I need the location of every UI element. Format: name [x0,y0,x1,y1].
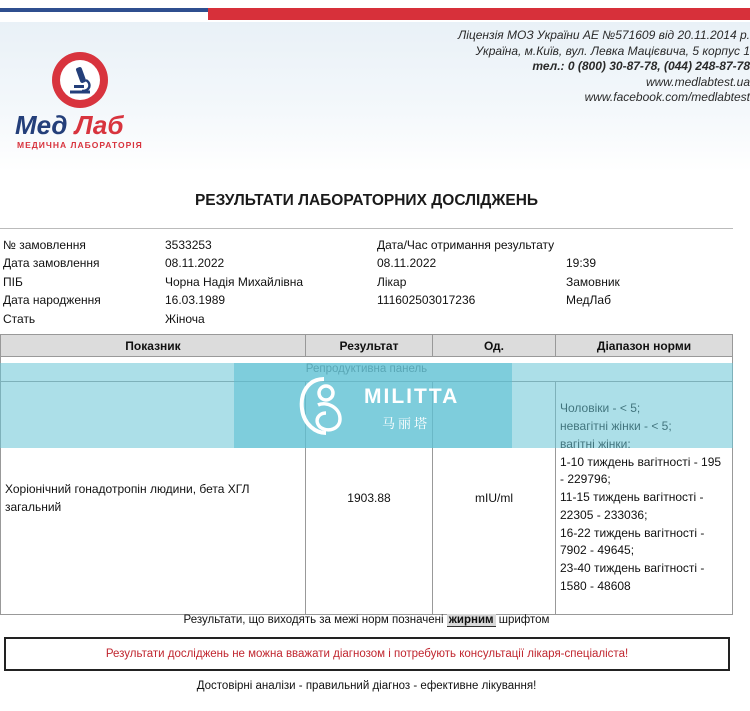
facebook-link[interactable]: www.facebook.com/medlabtest [584,90,750,104]
watermark-logo [234,363,512,448]
bold-word: жирним [448,614,494,626]
top-color-bar [0,0,750,22]
license-text: Ліцензія МОЗ України АЕ №571609 від 20.11.2014 р. [458,28,750,42]
header-norm: Діапазон норми [556,335,733,357]
patient-info [0,228,733,335]
top-bar-blue [0,8,208,12]
birth-date: 16.03.1989 [165,293,226,307]
name-label: ПІБ [3,275,23,289]
table-header-row [1,335,733,357]
brand-name: Мед Лаб [15,110,124,140]
bold-note: Результати, що виходять за межі норм позначені жирним шрифтом [183,614,550,626]
sex: Жіноча [165,312,205,326]
order-no: 3533253 [165,238,212,252]
norm-line: 22305 - 233036; [560,507,648,522]
top-bar-red [208,8,750,20]
watermark-subtitle: 马丽塔 [382,416,431,431]
header-result: Результат [306,335,433,357]
footer-slogan: Достовірні аналізи - правильний діагноз - ефективне лікування! [196,680,537,692]
norm-line: 11-15 тиждень вагітності - [560,490,704,505]
microscope-icon [52,52,108,108]
norm-line: 23-40 тиждень вагітності - [560,561,705,576]
indicator-name: Хоріонічний гонадотропін людини, бета ХГЛ загальний [1,382,306,615]
warning-box: Результати досліджень не можна вважати діагнозом і потребують консультації лікаря-спеціаліста! [4,637,730,671]
norm-line: 1-10 тиждень вагітності - 195 [560,454,722,469]
order-no-label: № замовлення [3,238,86,252]
norm-line: 1580 - 48608 [560,579,631,594]
watermark-title: MILITTA [364,385,460,408]
result-date: 08.11.2022 [377,256,437,270]
order-date: 08.11.2022 [165,256,225,270]
order-date-label: Дата замовлення [3,256,100,270]
brand-subtitle: МЕДИЧНА ЛАБОРАТОРІЯ [17,140,143,150]
result-time: 19:39 [566,256,597,270]
result-value: 1903.88 [306,382,433,615]
norm-line: 16-22 тиждень вагітності - [560,525,705,540]
doctor-label: Лікар [377,275,407,289]
sex-label: Стать [3,312,36,326]
website-link[interactable]: www.medlabtest.ua [645,74,750,89]
customer: МедЛаб [566,293,611,307]
unit-value: mIU/ml [433,382,556,615]
norm-line: 7902 - 49645; [560,543,635,558]
page-title: РЕЗУЛЬТАТИ ЛАБОРАТОРНИХ ДОСЛІДЖЕНЬ [194,192,539,209]
norm-line: - 229796; [560,472,611,487]
patient-name: Чорна Надія Михайлівна [165,275,304,289]
address-text: Україна, м.Київ, вул. Левка Мацієвича, 5 корпус 1 [475,43,750,58]
birth-label: Дата народження [3,293,101,307]
medlab-logo [15,52,150,157]
header-indicator: Показник [1,335,306,357]
result-dt-label: Дата/Час отримання результату [377,238,555,252]
contacts-block [290,28,750,106]
header-unit: Од. [433,335,556,357]
customer-label: Замовник [566,275,620,289]
watermark-mother-icon [296,375,352,437]
doctor-code: 111602503017236 [377,293,476,307]
phone-text: тел.: 0 (800) 30-87-78, (044) 248-87-78 [532,59,750,73]
